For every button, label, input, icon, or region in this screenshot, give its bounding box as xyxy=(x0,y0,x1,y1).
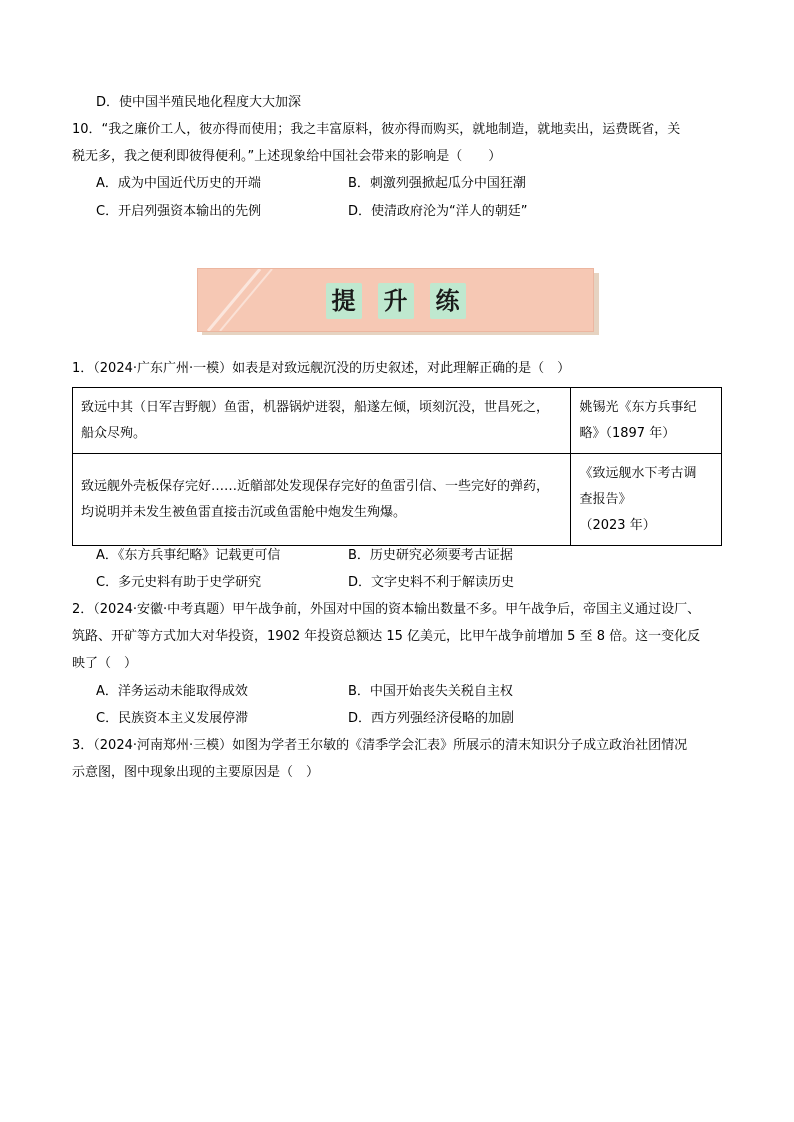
row1-text-line2: 船众尽殉。 xyxy=(81,425,147,441)
row2-text-line2: 均说明并未发生被鱼雷直接击沉或鱼雷舱中炮发生殉爆。 xyxy=(81,504,407,520)
q1-option-d: D．文字史料不利于解读历史 xyxy=(348,575,515,590)
q1-source-table xyxy=(72,387,722,546)
row2-text-line1: 致远舰外壳板保存完好……近艏部处发现保存完好的鱼雷引信、一些完好的弹药， xyxy=(81,478,550,494)
q1-option-b: B．历史研究必须要考古证据 xyxy=(348,548,513,563)
q2-stem-line1: 2．（2024·安徽·中考真题）甲午战争前，外国对中国的资本输出数量不多。甲午战争后，帝国主义通过设厂、 xyxy=(72,602,701,617)
row2-source-line2: 查报告》 xyxy=(579,491,632,507)
q3-stem-line2: 示意图，图中现象出现的主要原因是（ ） xyxy=(72,765,320,780)
q9-option-d: D．使中国半殖民地化程度大大加深 xyxy=(96,95,302,110)
q10-stem-line1: 10．“我之廉价工人，彼亦得而使用；我之丰富原料，彼亦得而购买，就地制造，就地卖出，运费既省，关 xyxy=(72,122,681,137)
row2-source-line1: 《致远舰水下考古调 xyxy=(579,465,697,481)
q3-stem-line1: 3．（2024·河南郑州·三模）如图为学者王尔敏的《清季学会汇表》所展示的清末知识分子成立政治社团情况 xyxy=(72,738,688,753)
q10-option-c: C．开启列强资本输出的先例 xyxy=(96,204,262,219)
table-cell-text xyxy=(73,454,571,546)
q10-stem-line2: 税无多，我之便利即彼得便利。”上述现象给中国社会带来的影响是（ ） xyxy=(72,149,502,164)
q2-option-c: C．民族资本主义发展停滞 xyxy=(96,711,249,726)
q2-stem-line2: 筑路、开矿等方式加大对华投资，1902 年投资总额达 15 亿美元，比甲午战争前增加 5 至 8 倍。这一变化反 xyxy=(72,629,701,644)
q2-option-b: B．中国开始丧失关税自主权 xyxy=(348,684,513,699)
table-cell-source xyxy=(571,388,722,454)
banner-char-2: 升 xyxy=(378,283,414,319)
q10-option-b: B．刺激列强掀起瓜分中国狂潮 xyxy=(348,176,526,191)
section-banner xyxy=(197,268,594,332)
row2-source-line3: （2023 年） xyxy=(579,517,656,533)
q1-option-c: C．多元史料有助于史学研究 xyxy=(96,575,262,590)
banner-title xyxy=(198,283,593,319)
table-cell-source xyxy=(571,454,722,546)
row1-text-line1: 致远中其（日军吉野舰）鱼雷，机器锅炉迸裂，船遂左倾，顷刻沉没，世昌死之， xyxy=(81,399,550,415)
q1-option-a: A．《东方兵事纪略》记载更可信 xyxy=(96,548,281,563)
q2-option-d: D．西方列强经济侵略的加剧 xyxy=(348,711,515,726)
row1-source-line2: 略》（1897 年） xyxy=(579,425,676,441)
row1-source-line1: 姚锡光《东方兵事纪 xyxy=(579,399,697,415)
q2-option-a: A．洋务运动未能取得成效 xyxy=(96,684,248,699)
banner-char-3: 练 xyxy=(430,283,466,319)
table-cell-text xyxy=(73,388,571,454)
q10-option-a: A．成为中国近代历史的开端 xyxy=(96,176,261,191)
table-row xyxy=(73,388,722,454)
banner-char-1: 提 xyxy=(326,283,362,319)
table-row xyxy=(73,454,722,546)
q1-stem: 1．（2024·广东广州·一模）如表是对致远舰沉没的历史叙述，对此理解正确的是（ ） xyxy=(72,361,571,376)
banner-panel xyxy=(197,268,594,332)
q2-stem-line3: 映了（ ） xyxy=(72,656,138,671)
q10-option-d: D．使清政府沦为“洋人的朝廷” xyxy=(348,204,528,219)
